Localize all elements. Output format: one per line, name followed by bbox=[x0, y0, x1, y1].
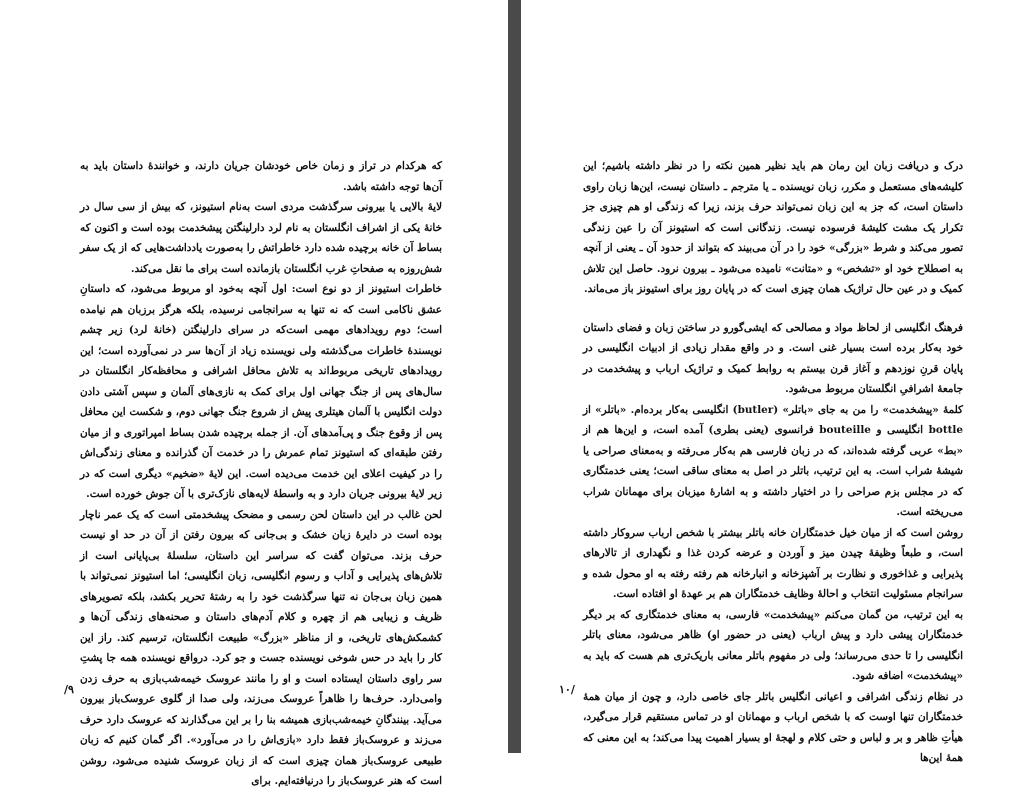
right-page bbox=[521, 0, 1024, 764]
right-page-text bbox=[583, 156, 963, 769]
left-page bbox=[0, 0, 508, 787]
right-paragraph-5: به این ترتیب، من گمان می‌کنم «پیشخدمت» فارسی، به معنای خدمتگاری که بر دیگر خدمتگاران پیشی دارد و پیش ارباب (یعنی در حضور او) ظاهر می‌شود، معنای باتلر انگلیسی را تا حدی می‌رساند؛ ولی در مفهوم باتلر معانی باریک‌تری هم هست که باید به «پیشخدمت» اضافه شود. bbox=[583, 608, 963, 682]
right-paragraph-3: کلمهٔ «پیشخدمت» را من به جای «باتلر» (butler) انگلیسی به‌کار برده‌ام. «باتلر» از bottle انگلیسی و bouteille فرانسوی (یعنی بطری) آمده است، و این‌ها هم از «بط» عربی گرفته شده‌اند، که در زبان فارسی هم به‌کار می‌رفته و به‌معنای صراحی یا شیشهٔ شراب است. به این ترتیب، باتلر در اصل به معنای ساقی است؛ یعنی خدمتگاری که در مجلس بزم صراحی را در اختیار داشته و به اشارهٔ میزبان برای مهمانان شراب می‌ریخته است. bbox=[583, 403, 963, 518]
left-page-text bbox=[80, 156, 442, 792]
right-paragraph-2: فرهنگ انگلیسی از لحاظ مواد و مصالحی که ایشی‌گورو در ساختن زبان و فضای داستان خود به‌کار برده است بسیار غنی است. و در واقع مقدار زیادی از ادبیات انگلیسی در پایان قرنِ نوزدهم و آغاز قرن بیستم به روابط کمیک و تراژیک ارباب و پیشخدمت در جامعهٔ اشرافیِ انگلستان مربوط می‌شود. bbox=[583, 321, 963, 395]
left-paragraph-2: لایهٔ بالایی یا بیرونی سرگذشت مردی است به‌نام استیونز، که بیش از سی سال در خانهٔ یکی از اشراف انگلستان به نام لرد دارلینگتن پیشخدمت بوده است و اکنون که بساط آن خانه برچیده شده دارد خاطراتش را به‌صورت یادداشت‌هایی که از یک سفر شش‌روزه به صفحاتِ غرب انگلستان بازمانده است برای ما نقل می‌کند. bbox=[80, 201, 442, 275]
left-paragraph-1: که هرکدام در تراز و زمان خاص خودشان جریان دارند، و خوانندهٔ داستان باید به آن‌ها توجه داشته باشد. bbox=[80, 160, 442, 193]
right-page-number: /۱۰ bbox=[559, 683, 575, 696]
right-paragraph-6: در نظام زندگی اشرافی و اعیانی انگلیس باتلر جای خاصی دارد، و چون از میان همهٔ خدمتگاران تنها اوست که با شخص ارباب و مهمانان او در تماس مستقیم قرار می‌گیرد، هیأتِ ظاهر و بر و لباس و حتی کلام و لهجهٔ او بسیار اهمیت پیدا می‌کند؛ به این معنی که همهٔ این‌ها bbox=[583, 690, 963, 764]
right-paragraph-4: روشن است که از میان خیل خدمتگاران خانه باتلر بیشتر با شخص ارباب سروکار داشته است، و طبعاً وظیفهٔ چیدن میز و آوردن و عرضه کردن غذا و نگهداری از تالارهای پذیرایی و غذاخوری و نظارت بر آشپزخانه و انبارخانه هم رفته رفته به او محول شده و سرانجام مسئولیت انتخاب و احالهٔ وظایف خدمتگاران هم بر عهدهٔ او افتاده است. bbox=[583, 526, 963, 600]
left-paragraph-3: خاطرات استیونز از دو نوع است: اول آنچه به‌خود او مربوط می‌شود، که داستانِ عشق ناکامی است که نه تنها به سرانجامی نرسیده، بلکه هرگز برزبان هم نیامده است؛ دوم رویدادهای مهمی است‌که در سرای دارلینگتن (خانهٔ لرد) زیر چشم نویسندهٔ خاطرات می‌گذشته ولی نویسنده زیاد از آن‌ها سر در نمی‌آورده است؛ این رویدادهای تاریخی مربوط‌اند به تلاش محافل اشرافی و محافظه‌کار انگلستان در سال‌های پس از جنگ جهانی اول برای کمک به نازی‌های آلمان و سپس آشتی دادن دولت انگلیس با آلمان هیتلری پیش از شروع جنگ جهانی دوم، و شکست این محافل پس از وقوع جنگ و پی‌آمدهای آن. از جمله برچیده شدن بساط امپراتوری و از میان رفتن طبقه‌ای که استیونز تمام عمرش را در خدمت آن گذرانده و معنای زندگی‌اش را در کیفیت اعلای این خدمت می‌دیده است. این لایهٔ «ضخیم» دیگری است که در زیر لایهٔ بیرونی جریان دارد و به واسطهٔ لایه‌های نازک‌تری با آن جوش خورده است. bbox=[80, 283, 442, 500]
right-paragraph-1: درک و دریافت زبان این رمان هم باید نظیر همین نکته را در نظر داشته باشیم؛ این کلیشه‌های مستعمل و مکرر، زبان نویسنده ـ یا مترجم ـ داستان نیست، این‌ها زبان راوی داستان است، که جز به این زبان نمی‌تواند حرف بزند، زیرا که زندگی او هم چیزی جز تکرار یک مشت کلیشهٔ فرسوده نیست. زندگانی است که استیونز آن را عین زندگی تصور می‌کند و شرط «بزرگی» خود را در آن می‌بیند که بتواند از حدود آن ـ یعنی از آنچه به اصطلاح خود او «تشخص» و «متانت» نامیده می‌شود ـ بیرون نرود. حاصل این تلاش کمیک و در عین حال تراژیک همان چیزی است که در پایان روز برای استیونز باز می‌ماند. bbox=[583, 160, 963, 295]
paragraph-spacer bbox=[583, 300, 963, 318]
book-gutter bbox=[508, 0, 521, 753]
left-page-number: ۹/ bbox=[64, 683, 74, 696]
left-paragraph-4: لحن غالب در این داستان لحن رسمی و مضحک پیشخدمتی است که یک عمر ناچار بوده است در دایرهٔ زبان خشک و بی‌جانی که بیرون رفتن از آن در حد او نیست حرف بزند. می‌توان گفت که سراسر این داستان، سلسلهٔ بی‌پایانی است از تلاش‌های پذیرایی و آداب و رسوم انگلیسی، زبان انگلیسی؛ اما استیونز نمی‌تواند با همین زبان بی‌جان نه تنها سرگذشت خود را به رشتهٔ تحریر بکشد، بلکه تصویرهای ظریف و زیبایی هم از چهره و کلام آدم‌های داستان و صحنه‌های زندگی آن‌ها و کشمکش‌های تاریخی، و از مناظر «بزرگ» طبیعت انگلستان، ترسیم کند. راز این کار را باید در حس شوخی نویسنده جست و جو کرد. درواقع نویسنده همه جا پشتِ سر راوی داستان ایستاده است و او را مانند عروسک خیمه‌شب‌بازی به حرف زدن وامی‌دارد. حرف‌ها را ظاهراً عروسک می‌زند، ولی صدا از گلوی عروسک‌باز بیرون می‌آید. بینندگانِ خیمه‌شب‌بازی همیشه بنا را بر این می‌گذارند که عروسک دارد حرف می‌زند و عروسک‌باز فقط دارد «بازی‌اش را در می‌آورد». اگر گمان کنیم که زبان طبیعی عروسک‌باز همان چیزی است که از زبان عروسک شنیده می‌شود، روشن است که هنر عروسک‌باز را درنیافته‌ایم. برای bbox=[80, 508, 442, 787]
